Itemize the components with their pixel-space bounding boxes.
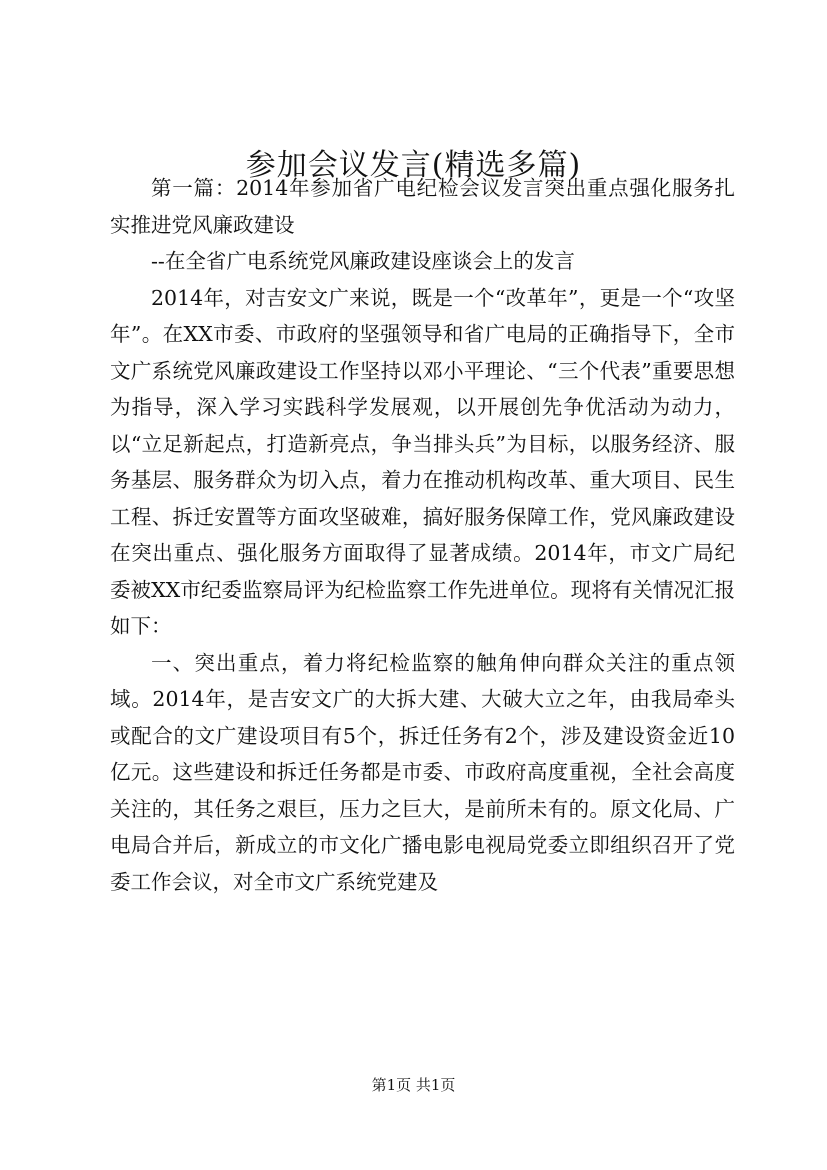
paragraph-subheading: --在全省广电系统党风廉政建设座谈会上的发言 (151, 249, 575, 273)
page-footer: 第1页 共1页 (371, 1076, 456, 1094)
paragraph-heading: 第一篇：2014年参加省广电纪检会议发言突出重点强化服务扎实推进党风廉政建设 (110, 176, 735, 237)
paragraph-intro: 2014年，对吉安文广来说，既是一个“改革年”，更是一个“攻坚年”。在XX市委、市政府的坚强领导和省广电局的正确指导下，全市文广系统党风廉政建设工作坚持以邓小平理论、“三个代表”重要思想为指导，深入学习实践科学发展观，以开展创先争优活动为动力，以“立足新起点，打造新亮点，争当排头兵”为目标，以服务经济、服务基层、服务群众为切入点，着力在推动机构改革、重大项目、民生工程、拆迁安置等方面攻坚破难，搞好服务保障工作，党风廉政建设在突出重点、强化服务方面取得了显著成绩。2014年，市文广局纪委被XX市纪委监察局评为纪检监察工作先进单位。现将有关情况汇报如下： (110, 285, 735, 638)
document-body (110, 170, 735, 900)
paragraph-section-one: 一、突出重点，着力将纪检监察的触角伸向群众关注的重点领域。2014年，是吉安文广的大拆大建、大破大立之年，由我局牵头或配合的文广建设项目有5个，拆迁任务有2个，涉及建设资金近10亿元。这些建设和拆迁任务都是市委、市政府高度重视，全社会高度关注的，其任务之艰巨，压力之巨大，是前所未有的。原文化局、广电局合并后，新成立的市文化广播电影电视局党委立即组织召开了党委工作会议，对全市文广系统党建及 (110, 650, 735, 894)
document-title: 参加会议发言(精选多篇) (245, 148, 582, 183)
